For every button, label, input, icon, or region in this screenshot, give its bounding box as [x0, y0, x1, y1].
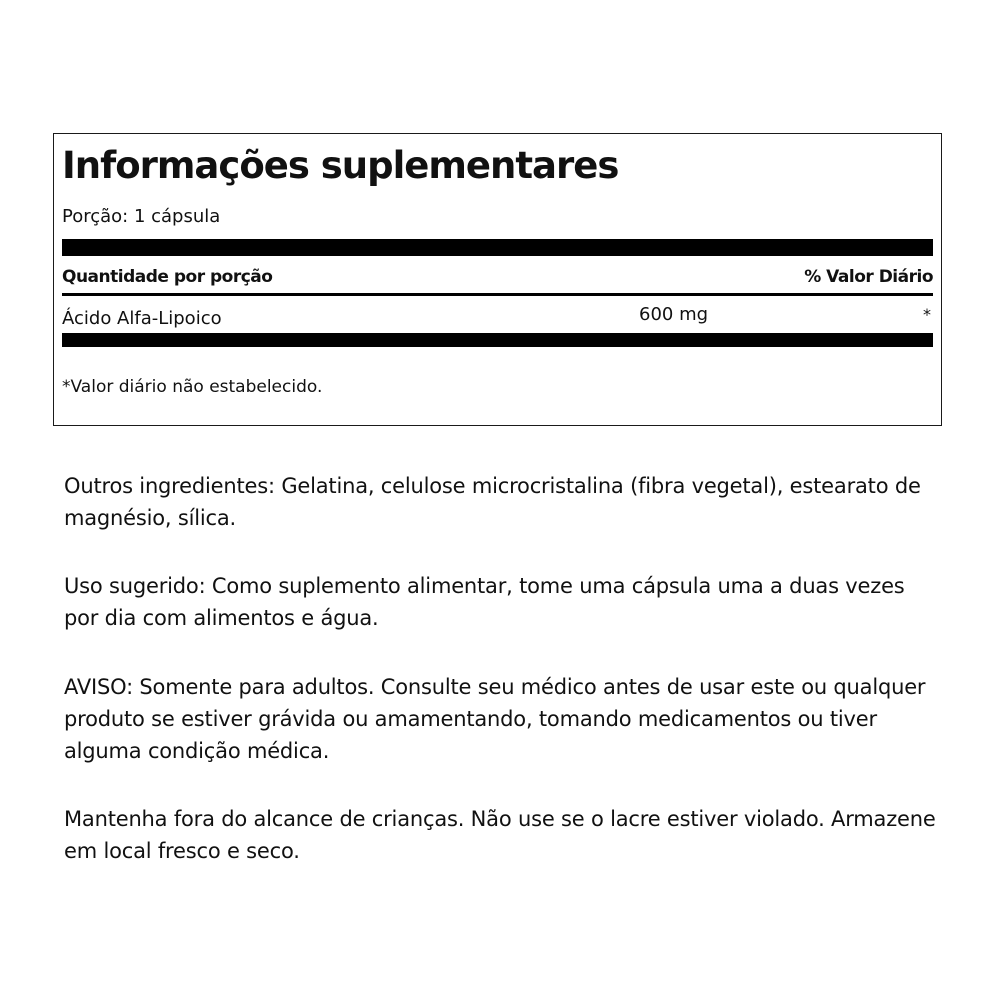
amount-per-serving-header: Quantidade por porção: [62, 267, 273, 287]
daily-value-header: % Valor Diário: [804, 267, 933, 287]
nutrient-daily-value: *: [923, 305, 931, 324]
thin-divider: [62, 293, 933, 296]
nutrient-name: Ácido Alfa-Lipoico: [62, 308, 222, 329]
serving-size: Porção: 1 cápsula: [62, 206, 221, 227]
facts-title: Informações suplementares: [62, 144, 619, 187]
supplement-facts-panel: [53, 133, 942, 426]
thick-divider-top: [62, 239, 933, 256]
storage-text: Mantenha fora do alcance de crianças. Não use se o lacre estiver violado. Armazene em local fresco e seco.: [64, 807, 936, 863]
daily-value-footnote: *Valor diário não estabelecido.: [62, 377, 323, 397]
other-ingredients-text: Outros ingredientes: Gelatina, celulose microcristalina (fibra vegetal), estearato de magnésio, sílica.: [64, 474, 921, 530]
suggested-use-text: Uso sugerido: Como suplemento alimentar, tome uma cápsula uma a duas vezes por dia com alimentos e água.: [64, 574, 905, 630]
nutrient-amount: 600 mg: [639, 304, 709, 325]
warning-text: AVISO: Somente para adultos. Consulte seu médico antes de usar este ou qualquer produto se estiver grávida ou amamentando, tomando medicamentos ou tiver alguma condição médica.: [64, 675, 926, 763]
thick-divider-bottom: [62, 333, 933, 347]
